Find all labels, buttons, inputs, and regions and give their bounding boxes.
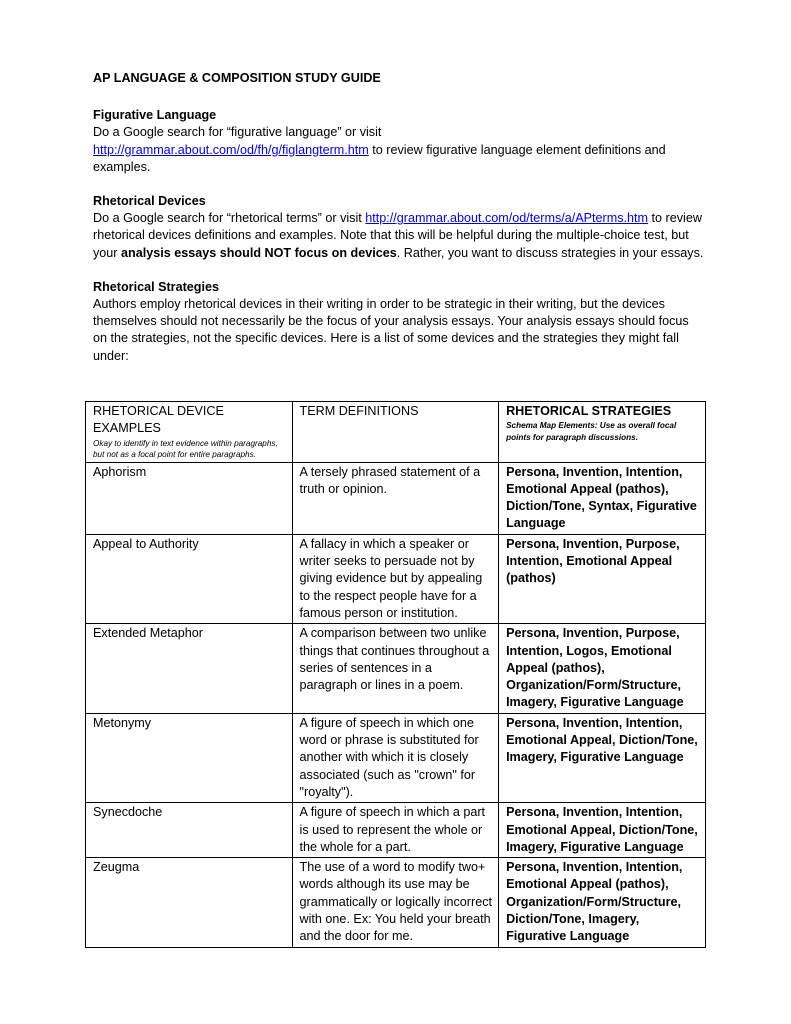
section-figurative-language xyxy=(93,107,705,176)
section-paragraph xyxy=(93,210,705,262)
device-cell: Synecdoche xyxy=(86,803,293,858)
table-row xyxy=(86,624,706,713)
strategies-cell: Persona, Invention, Intention, Emotional Appeal, Diction/Tone, Imagery, Figurative Language xyxy=(499,803,706,858)
paragraph-text: Do a Google search for “figurative language” or visit xyxy=(93,125,382,140)
page-title: AP LANGUAGE & COMPOSITION STUDY GUIDE xyxy=(93,71,381,85)
definition-cell: A fallacy in which a speaker or writer seeks to persuade not by giving evidence but by appealing to the respect people have for a famous person or institution. xyxy=(292,534,499,623)
strategies-cell: Persona, Invention, Intention, Emotional Appeal (pathos), Organization/Form/Structure, Diction/Tone, Imagery, Figurative Language xyxy=(499,858,706,947)
device-cell: Metonymy xyxy=(86,713,293,802)
table-row xyxy=(86,462,706,534)
strategies-cell: Persona, Invention, Purpose, Intention, Logos, Emotional Appeal (pathos), Organization/Form/Structure, Imagery, Figurative Language xyxy=(499,624,706,713)
device-cell: Appeal to Authority xyxy=(86,534,293,623)
section-paragraph xyxy=(93,124,705,176)
section-rhetorical-devices xyxy=(93,193,705,262)
strategies-cell: Persona, Invention, Intention, Emotional Appeal (pathos), Diction/Tone, Syntax, Figurative Language xyxy=(499,462,706,534)
table-row xyxy=(86,713,706,802)
header-note: Okay to identify in text evidence within paragraphs, but not as a focal point for entire paragraphs. xyxy=(93,438,278,460)
header-label: TERM DEFINITIONS xyxy=(299,404,419,418)
devices-table xyxy=(85,401,706,948)
section-heading: Figurative Language xyxy=(93,108,217,123)
header-device-examples xyxy=(86,402,293,463)
section-paragraph: Authors employ rhetorical devices in their writing in order to be strategic in their writing, but the devices themselves should not necessarily be the focus of your analysis essays. Your analysis essays should focus on the strategies, not the specific devices. Here is a list of some devices and the strategies they might fall under: xyxy=(93,297,689,363)
rhetorical-terms-link[interactable]: http://grammar.about.com/od/terms/a/APterms.htm xyxy=(365,211,649,226)
header-label: RHETORICAL STRATEGIES xyxy=(506,404,672,418)
device-cell: Extended Metaphor xyxy=(86,624,293,713)
section-heading: Rhetorical Strategies xyxy=(93,279,219,294)
paragraph-text: to review figurative language element definitions and examples. xyxy=(93,142,666,174)
header-term-definitions xyxy=(292,402,499,463)
table-row xyxy=(86,534,706,623)
definition-cell: A tersely phrased statement of a truth or opinion. xyxy=(292,462,499,534)
header-note: Schema Map Elements: Use as overall focal points for paragraph discussions. xyxy=(506,421,677,442)
table-header-row xyxy=(86,402,706,463)
definition-cell: A figure of speech in which a part is used to represent the whole or the whole for a part. xyxy=(292,803,499,858)
device-cell: Aphorism xyxy=(86,462,293,534)
definition-cell: A figure of speech in which one word or phrase is substituted for another with which it is closely associated (such as "crown" for "royalty"). xyxy=(292,713,499,802)
figurative-language-link[interactable]: http://grammar.about.com/od/fh/g/figlangterm.htm xyxy=(93,142,369,157)
strategies-cell: Persona, Invention, Intention, Emotional Appeal, Diction/Tone, Imagery, Figurative Language xyxy=(499,713,706,802)
table-row xyxy=(86,803,706,858)
table-row xyxy=(86,858,706,947)
emphasis-text: analysis essays should NOT focus on devices xyxy=(121,245,397,260)
header-label: RHETORICAL DEVICE EXAMPLES xyxy=(93,404,224,436)
section-heading: Rhetorical Devices xyxy=(93,194,206,209)
definition-cell: A comparison between two unlike things that continues throughout a series of sentences in a paragraph or lines in a poem. xyxy=(292,624,499,713)
section-rhetorical-strategies xyxy=(93,279,705,365)
header-rhetorical-strategies xyxy=(499,402,706,463)
device-cell: Zeugma xyxy=(86,858,293,947)
paragraph-text: Do a Google search for “rhetorical terms” or visit xyxy=(93,211,366,226)
strategies-cell: Persona, Invention, Purpose, Intention, Emotional Appeal (pathos) xyxy=(499,534,706,623)
paragraph-text: to review rhetorical devices definitions and examples. Note that this will be helpful during the multiple-choice test, but your xyxy=(93,211,702,260)
definition-cell: The use of a word to modify two+ words although its use may be grammatically or logically incorrect with one. Ex: You held your breath and the door for me. xyxy=(292,858,499,947)
paragraph-text: . Rather, you want to discuss strategies in your essays. xyxy=(396,245,704,260)
document-body xyxy=(93,70,705,382)
